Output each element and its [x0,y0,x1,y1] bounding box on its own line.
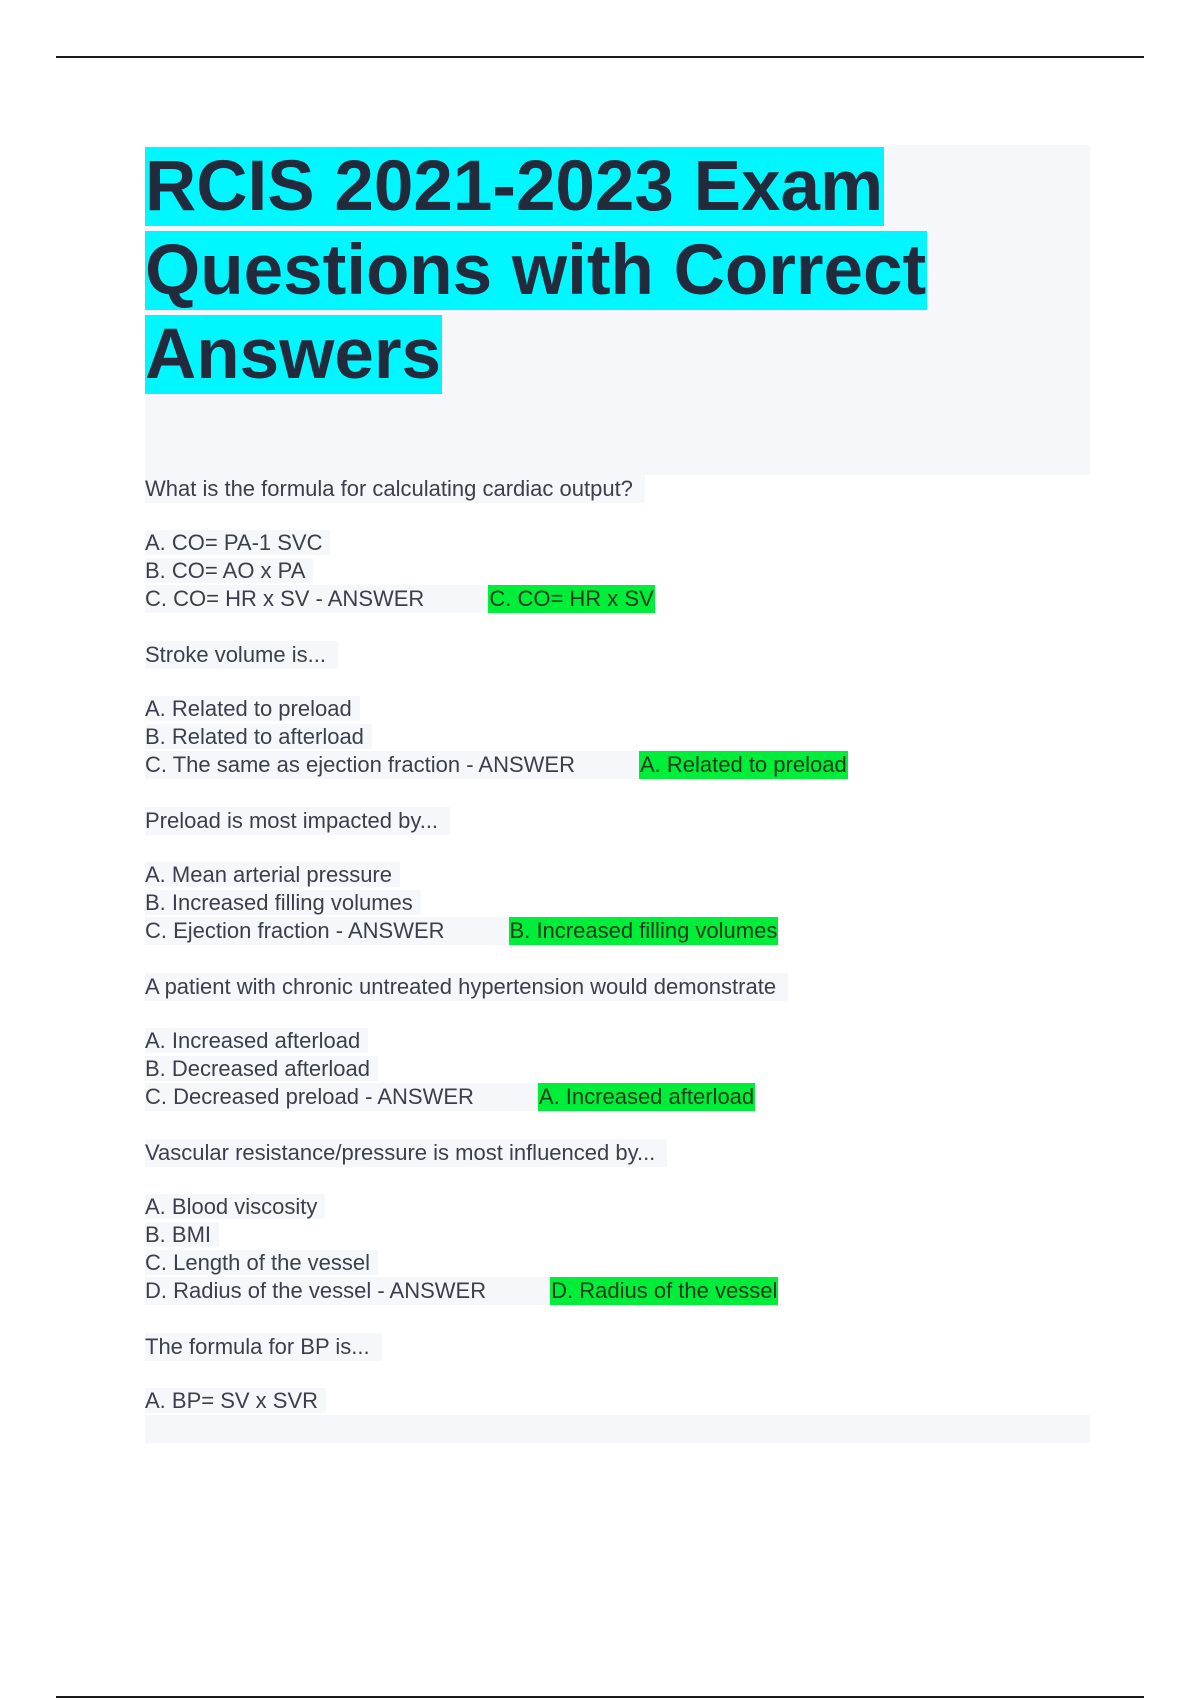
option-item [145,1083,1090,1111]
option-item [145,1387,1090,1415]
options-list [145,695,1090,779]
question-text: Vascular resistance/pressure is most influenced by... [145,1139,667,1167]
option-text: C. CO= HR x SV - ANSWER [145,586,425,611]
option-text: A. Related to preload [145,696,360,721]
option-item [145,1277,1090,1305]
question-list [145,475,1090,1415]
option-text: B. Related to afterload [145,724,372,749]
option-text: B. BMI [145,1222,219,1247]
option-item [145,1027,1090,1055]
option-text: B. CO= AO x PA [145,558,313,583]
question-text: What is the formula for calculating cardiac output? [145,475,645,503]
option-text: A. Mean arterial pressure [145,862,400,887]
top-rule [56,56,1144,58]
document-body [145,145,1090,1443]
options-list [145,861,1090,945]
option-item [145,1221,1090,1249]
option-text: C. The same as ejection fraction - ANSWER [145,752,575,777]
options-list [145,1387,1090,1415]
option-item [145,1193,1090,1221]
option-item [145,751,1090,779]
answer-gap [486,1277,550,1305]
answer-gap [424,585,488,613]
option-text: B. Decreased afterload [145,1056,378,1081]
option-text: A. CO= PA-1 SVC [145,530,330,555]
question-text: Stroke volume is... [145,641,338,669]
option-item [145,723,1090,751]
option-item [145,529,1090,557]
question-text: The formula for BP is... [145,1333,382,1361]
option-text: C. Decreased preload - ANSWER [145,1084,474,1109]
option-text: A. BP= SV x SVR [145,1388,326,1413]
bottom-rule [56,1696,1144,1698]
option-item [145,917,1090,945]
option-text: C. Ejection fraction - ANSWER [145,918,445,943]
correct-answer-highlight: B. Increased filling volumes [509,918,778,943]
option-item [145,585,1090,613]
option-text: A. Increased afterload [145,1028,368,1053]
answer-gap [575,751,639,779]
correct-answer-highlight: D. Radius of the vessel [551,1278,778,1303]
option-item [145,1249,1090,1277]
option-item [145,695,1090,723]
question-block [145,973,1090,1111]
option-item [145,889,1090,917]
option-text: C. Length of the vessel [145,1250,378,1275]
option-text: A. Blood viscosity [145,1194,325,1219]
option-text: D. Radius of the vessel - ANSWER [145,1278,487,1303]
correct-answer-highlight: A. Related to preload [639,752,847,777]
question-block [145,1139,1090,1305]
correct-answer-highlight: C. CO= HR x SV [489,586,654,611]
options-list [145,1193,1090,1305]
question-block [145,1333,1090,1415]
question-text: Preload is most impacted by... [145,807,450,835]
correct-answer-highlight: A. Increased afterload [538,1084,755,1109]
options-list [145,1027,1090,1111]
document-title [145,145,965,397]
question-block [145,475,1090,613]
title-block [145,145,1090,397]
options-list [145,529,1090,613]
question-block [145,641,1090,779]
option-item [145,1055,1090,1083]
question-block [145,807,1090,945]
option-item [145,557,1090,585]
option-item [145,861,1090,889]
answer-gap [445,917,509,945]
question-text: A patient with chronic untreated hypertension would demonstrate [145,973,788,1001]
answer-gap [474,1083,538,1111]
title-highlight: RCIS 2021-2023 Exam Questions with Correct Answers [145,147,927,394]
option-text: B. Increased filling volumes [145,890,421,915]
